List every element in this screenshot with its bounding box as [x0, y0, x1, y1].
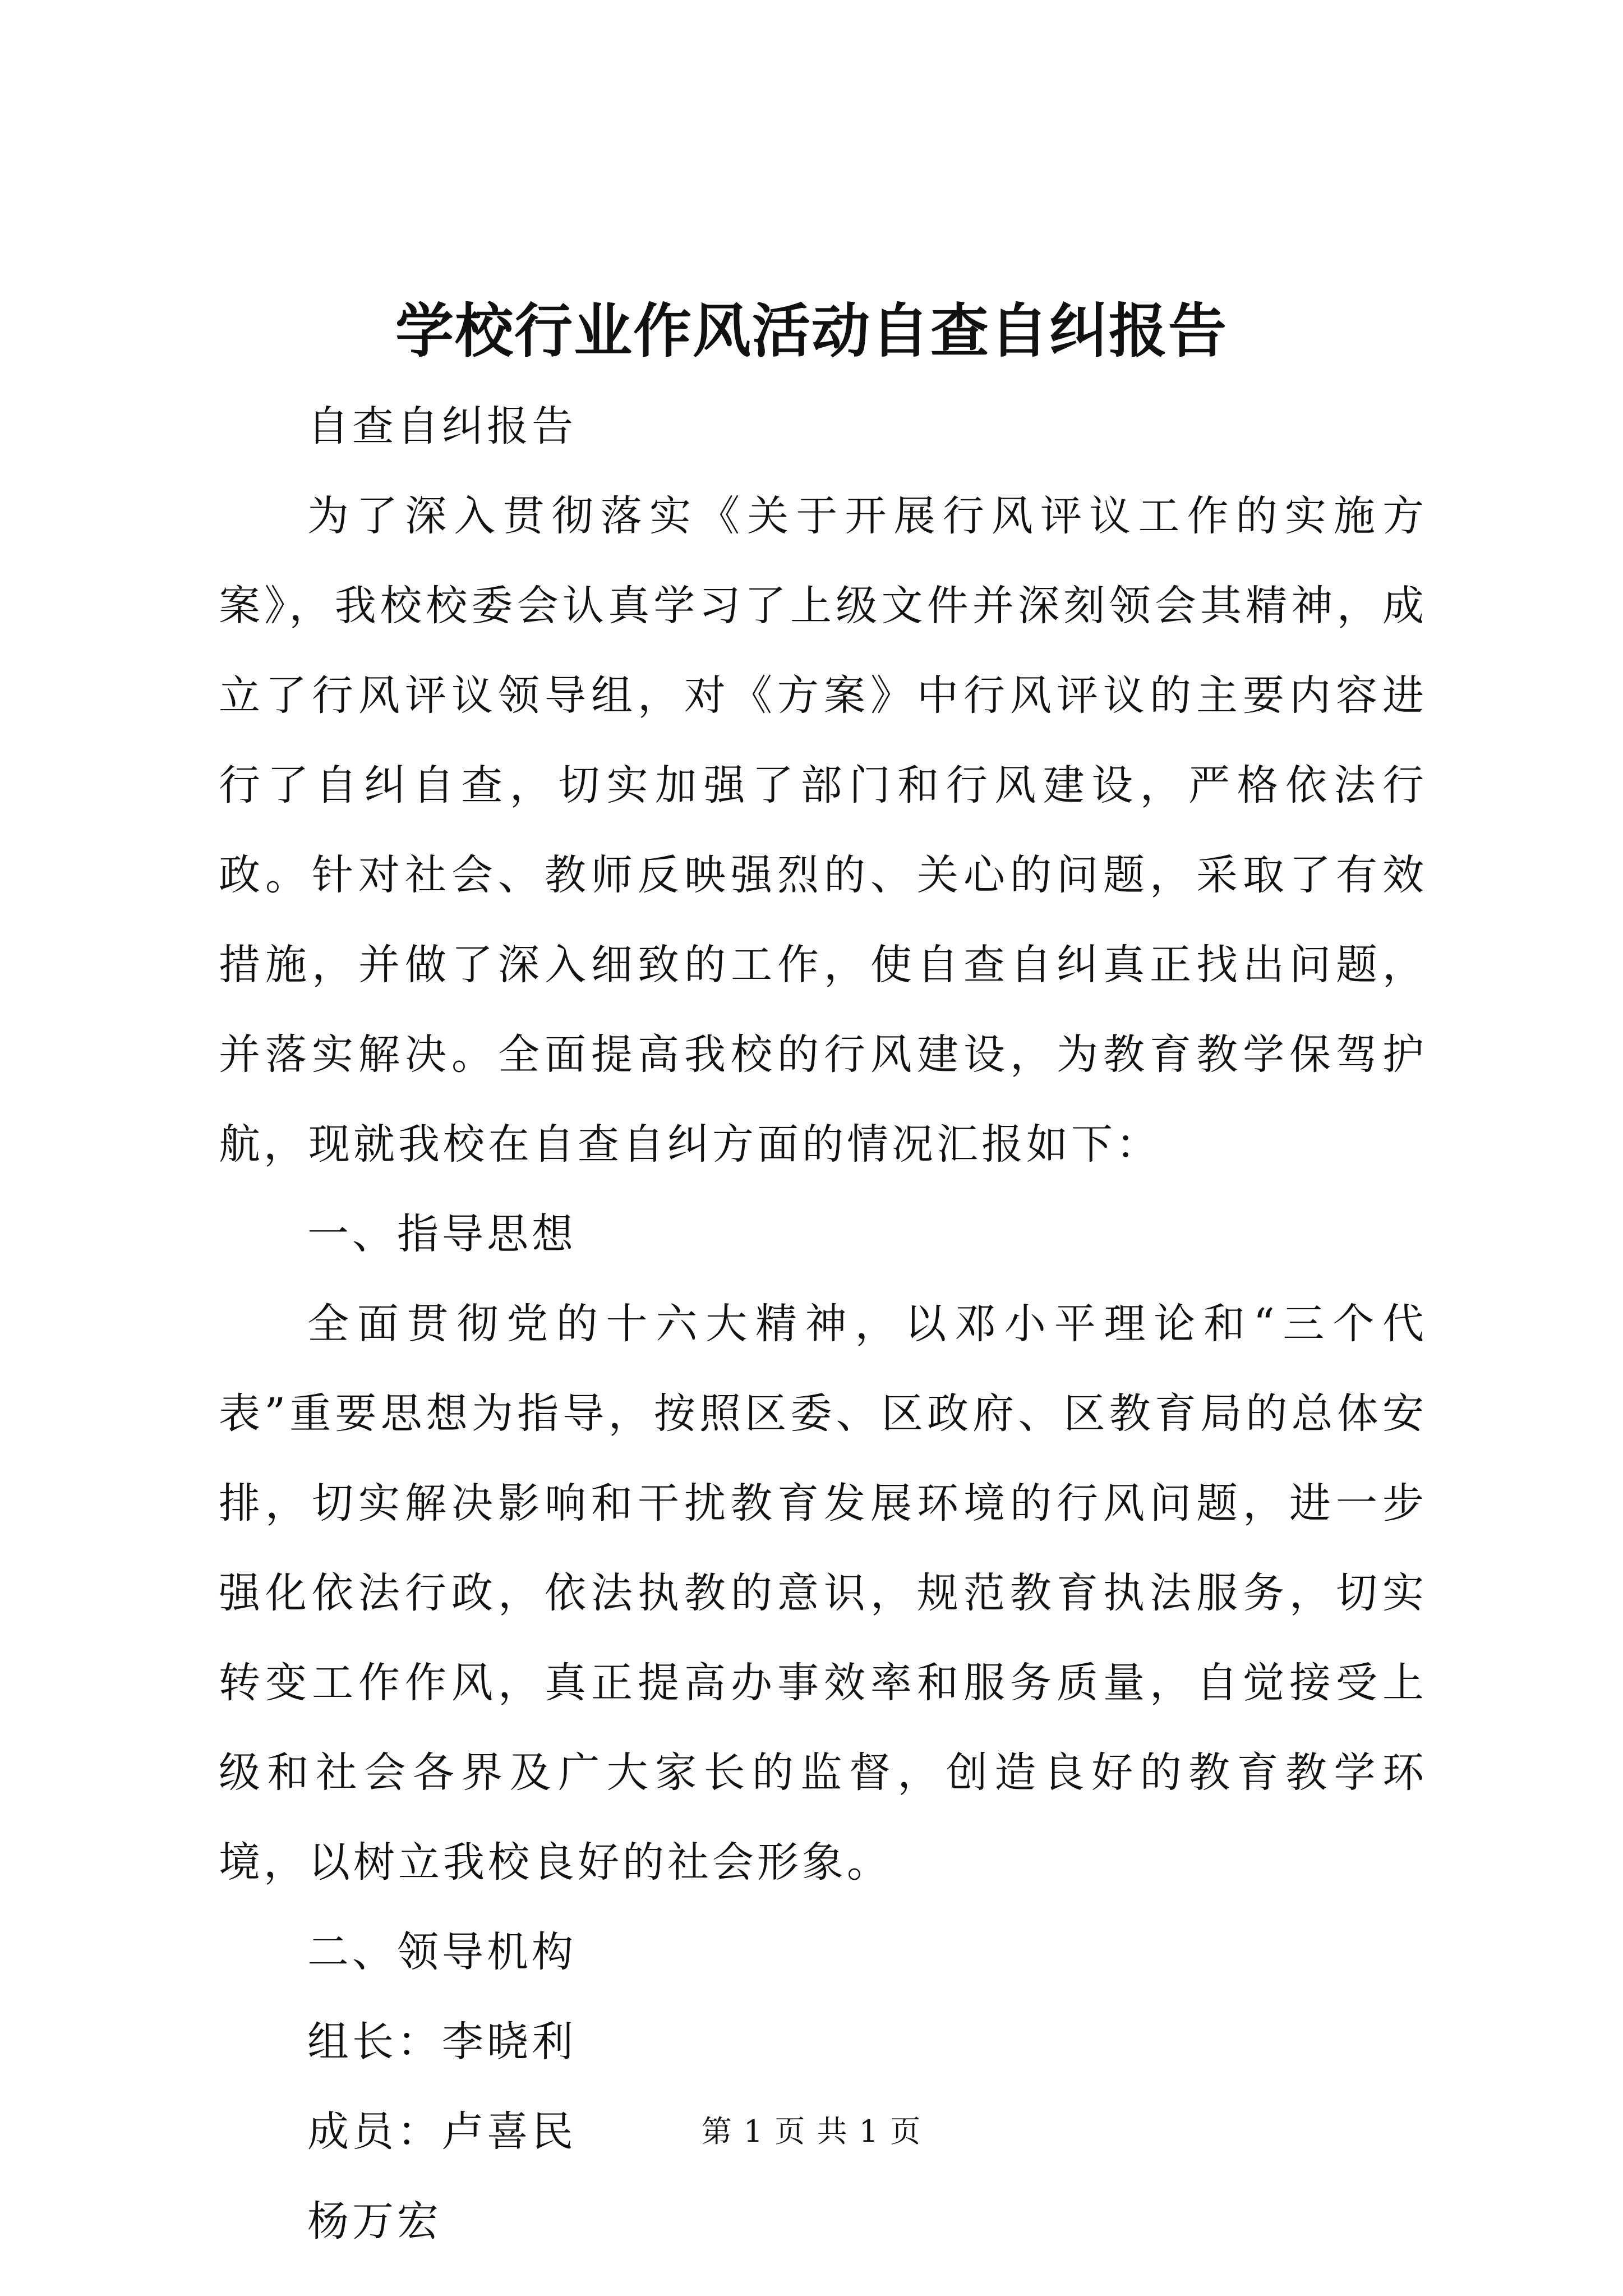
page-number-footer: 第 1 页 共 1 页 [701, 2114, 922, 2149]
paragraph-guiding-ideology: 全面贯彻党的十六大精神，以邓小平理论和“三个代表”重要思想为指导，按照区委、区政府、区教育局的总体安排，切实解决影响和干扰教育发展环境的行风问题，进一步强化依法行政，依法执教的意识，规范教育执法服务，切实转变工作作风，真正提高办事效率和服务质量，自觉接受上级和社会各界及广大家长的监督，创造良好的教育教学环境，以树立我校良好的社会形象。 [219, 1300, 1427, 1887]
document-body [219, 381, 1427, 2266]
section-heading-guiding-ideology: 一、指导思想 [307, 1210, 577, 1258]
document-subtitle: 自查自纠报告 [307, 402, 577, 450]
member-name: 杨万宏 [307, 2197, 442, 2246]
document-title: 学校行业作风活动自查自纠报告 [395, 296, 1228, 365]
leader-line: 组长：李晓利 [307, 2018, 577, 2066]
member-line: 成员：卢喜民 [307, 2108, 577, 2156]
paragraph-intro: 为了深入贯彻落实《关于开展行风评议工作的实施方案》，我校校委会认真学习了上级文件并深刻领会其精神，成立了行风评议领导组，对《方案》中行风评议的主要内容进行了自纠自查，切实加强了部门和行风建设，严格依法行政。针对社会、教师反映强烈的、关心的问题，采取了有效措施，并做了深入细致的工作，使自查自纠真正找出问题，并落实解决。全面提高我校的行风建设，为教育教学保驾护航，现就我校在自查自纠方面的情况汇报如下： [219, 492, 1427, 1168]
section-heading-leadership: 二、领导机构 [307, 1928, 577, 1976]
